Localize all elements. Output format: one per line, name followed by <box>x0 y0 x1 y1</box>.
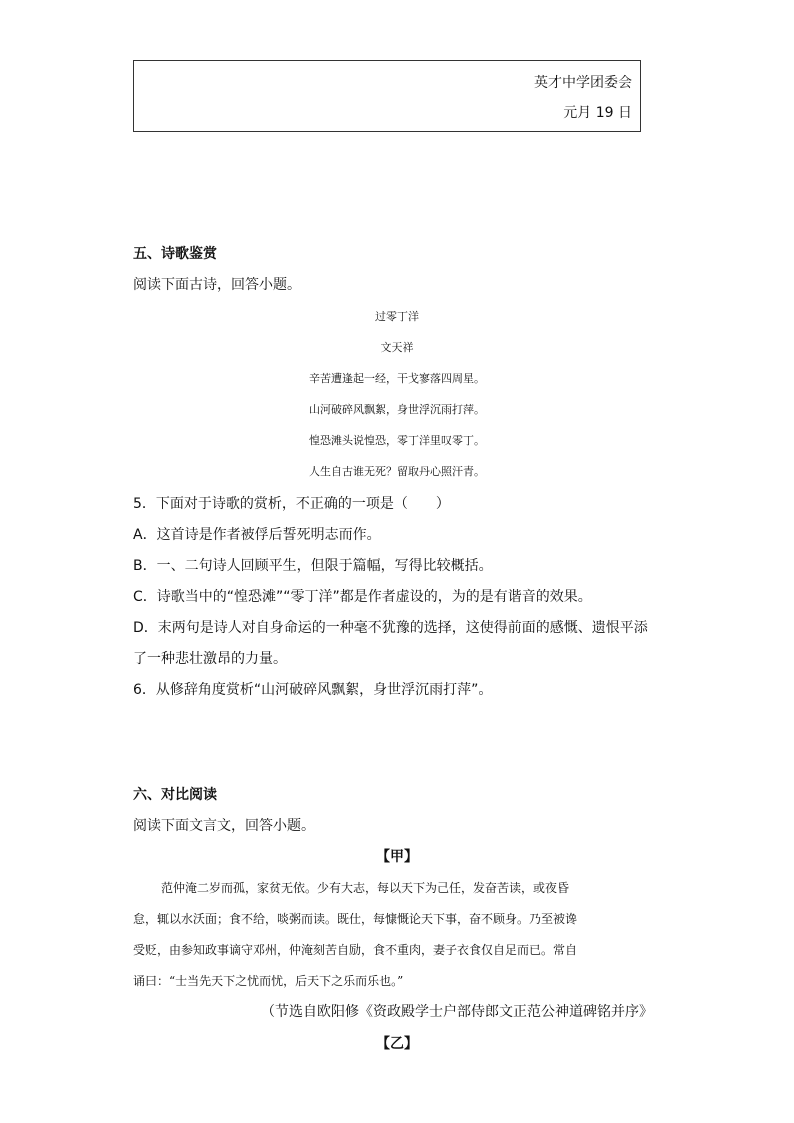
notice-organization: 英才中学团委会 <box>534 75 632 91</box>
question5-option-d: D．末两句是诗人对自身命运的一种毫不犹豫的选择，这使得前面的感慨、遗恨平添 <box>133 620 648 636</box>
notice-date: 元月 19 日 <box>563 105 632 121</box>
passage-yi-heading: 【乙】 <box>376 1036 418 1052</box>
question5-option-a: A．这首诗是作者被俘后誓死明志而作。 <box>133 527 381 543</box>
question5-option-c: C．诗歌当中的“惶恐滩”“零丁洋”都是作者虚设的，为的是有谐音的效果。 <box>133 589 592 605</box>
section5-instruction: 阅读下面古诗，回答小题。 <box>133 277 301 293</box>
passage-jia-line: 范仲淹二岁而孤，家贫无依。少有大志，每以天下为己任，发奋苦读，或夜昏 <box>161 881 570 895</box>
section6-title: 六、对比阅读 <box>133 787 217 803</box>
question5-option-d-cont: 了一种悲壮激昂的力量。 <box>133 651 287 667</box>
section6-instruction: 阅读下面文言文，回答小题。 <box>133 818 315 834</box>
poem-title: 过零丁洋 <box>375 310 419 323</box>
question5-stem: 5．下面对于诗歌的赏析，不正确的一项是（ ） <box>133 496 450 512</box>
passage-jia-source: （节选自欧阳修《资政殿学士户部侍郎文正范公神道碑铭并序》 <box>261 1004 653 1020</box>
poem-line: 辛苦遭逢起一经，干戈寥落四周星。 <box>309 372 485 385</box>
question6-stem: 6．从修辞角度赏析“山河破碎风飘絮，身世浮沉雨打萍”。 <box>133 682 493 698</box>
question5-option-b: B．一、二句诗人回顾平生，但限于篇幅，写得比较概括。 <box>133 558 493 574</box>
passage-jia-line: 受贬，由参知政事谪守邓州，仲淹刻苦自励，食不重肉，妻子衣食仅自足而已。常自 <box>133 943 578 957</box>
poem-line: 惶恐滩头说惶恐，零丁洋里叹零丁。 <box>309 434 485 447</box>
passage-jia-line: 怠，辄以水沃面；食不给，啖粥而读。既仕，每慷慨论天下事，奋不顾身。乃至被谗 <box>133 912 578 926</box>
passage-jia-heading: 【甲】 <box>376 849 418 865</box>
poem-author: 文天祥 <box>380 341 414 354</box>
passage-jia-line: 诵曰：“士当先天下之忧而忧，后天下之乐而乐也。” <box>133 974 404 988</box>
poem-line: 人生自古谁无死？留取丹心照汗青。 <box>309 465 485 478</box>
notice-box <box>133 60 641 132</box>
section5-title: 五、诗歌鉴赏 <box>133 246 217 262</box>
poem-line: 山河破碎风飘絮，身世浮沉雨打萍。 <box>309 403 485 416</box>
